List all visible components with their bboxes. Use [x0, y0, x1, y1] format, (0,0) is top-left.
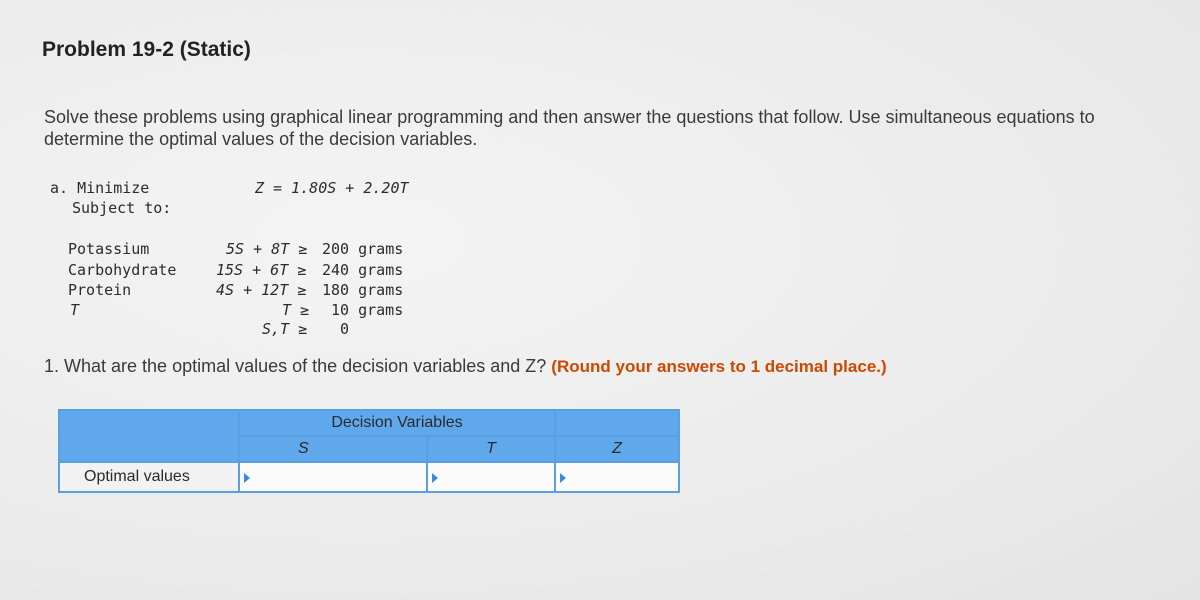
minimize-label: a. Minimize — [50, 179, 150, 197]
nonnegativity-rhs: 0 — [340, 320, 350, 338]
constraint-lhs: T ≥ — [282, 301, 310, 319]
instructions — [44, 106, 1194, 150]
subject-to-label: Subject to: — [72, 199, 172, 217]
nonnegativity-lhs: S,T ≥ — [262, 320, 308, 338]
column-header-t: T — [427, 436, 555, 462]
row-label-optimal-values: Optimal values — [59, 462, 239, 492]
constraint-rhs: 200 grams — [322, 240, 404, 258]
instructions-line-2: determine the optimal values of the decision variables. — [44, 129, 478, 149]
constraint-lhs: 4S + 12T ≥ — [216, 281, 307, 299]
t-value-input[interactable] — [427, 462, 555, 492]
z-header-spacer — [555, 410, 679, 436]
rounding-note: (Round your answers to 1 decimal place.) — [551, 357, 887, 376]
question-1 — [44, 356, 887, 377]
constraint-name: T — [70, 301, 80, 319]
input-marker-icon — [244, 473, 250, 483]
problem-title: Problem 19-2 (Static) — [42, 38, 251, 61]
answer-table — [58, 409, 680, 493]
constraint-lhs: 5S + 8T ≥ — [226, 240, 308, 258]
table-corner — [59, 410, 239, 462]
constraint-name: Protein — [68, 281, 132, 299]
s-value-input[interactable] — [239, 462, 427, 492]
z-value-input[interactable] — [555, 462, 679, 492]
column-header-z: Z — [555, 436, 679, 462]
decision-variables-header: Decision Variables — [239, 410, 555, 436]
constraint-name: Carbohydrate — [68, 261, 177, 279]
constraint-name: Potassium — [68, 240, 150, 258]
objective-function: Z = 1.80S + 2.20T — [255, 179, 409, 197]
constraint-rhs: 180 grams — [322, 281, 404, 299]
instructions-line-1: Solve these problems using graphical linear programming and then answer the questions that follow. Use simultaneous equations to — [44, 107, 1095, 127]
constraint-rhs: 240 grams — [322, 261, 404, 279]
column-header-s: S — [239, 436, 427, 462]
input-marker-icon — [432, 473, 438, 483]
input-marker-icon — [560, 473, 566, 483]
constraint-lhs: 15S + 6T ≥ — [216, 261, 307, 279]
question-1-text: 1. What are the optimal values of the decision variables and Z? — [44, 356, 547, 376]
constraint-rhs: 10 grams — [331, 301, 404, 319]
